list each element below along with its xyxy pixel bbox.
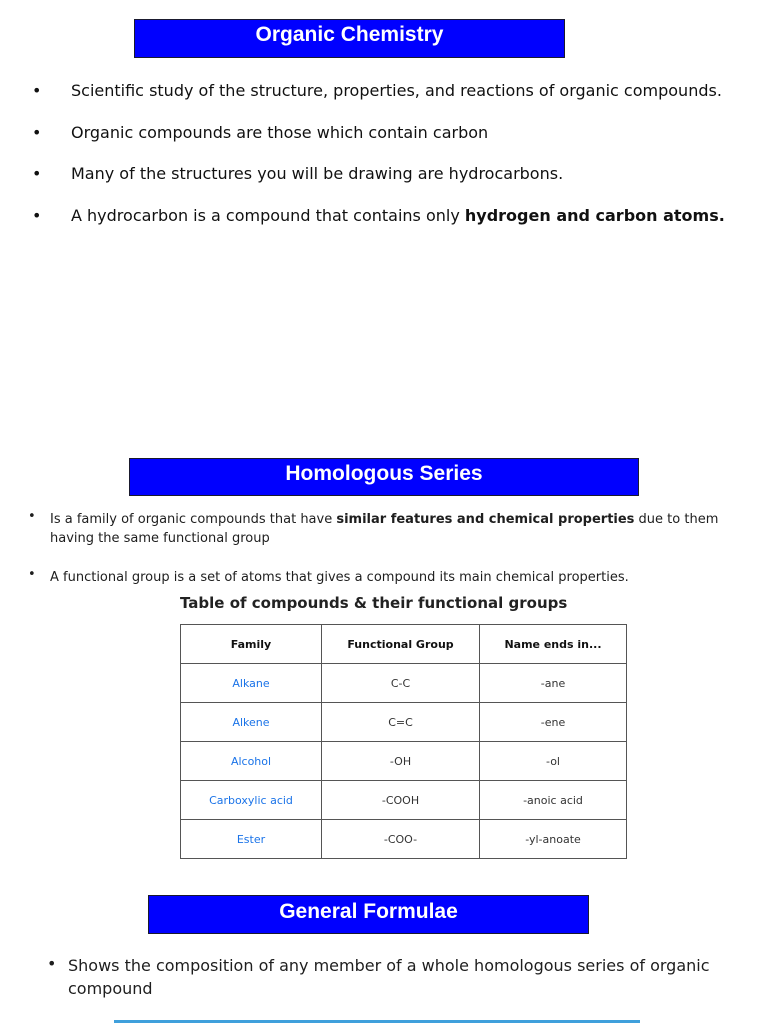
organic-bullet-1: Scientific study of the structure, properties, and reactions of organic compounds. (71, 81, 722, 100)
list-item (0, 206, 768, 248)
homologous-bullet-1-post: due to them having the same functional group (50, 512, 719, 546)
name-ending-cell: -ene (480, 703, 627, 742)
bullet-icon: • (32, 81, 42, 100)
functional-group-cell: -COO- (322, 820, 480, 859)
list-item (0, 954, 768, 1000)
homologous-series-banner (129, 458, 639, 496)
general-formulae-banner (148, 895, 589, 934)
bullet-icon: • (32, 122, 42, 142)
divider-rule (114, 1020, 640, 1023)
formulae-bullet-1: Shows the composition of any member of a whole homologous series of organic compound (68, 956, 710, 998)
bullet-icon: • (28, 509, 36, 524)
family-cell: Ester (181, 820, 322, 859)
table-row (181, 703, 627, 742)
list-item (0, 568, 768, 587)
name-ending-cell: -anoic acid (480, 781, 627, 820)
organic-chemistry-banner (134, 19, 565, 58)
organic-bullet-4 (71, 206, 725, 225)
organic-bullet-3: Many of the structures you will be drawing are hydrocarbons. (71, 164, 564, 183)
organic-chemistry-title: Organic Chemistry (255, 23, 444, 46)
compounds-table (180, 624, 627, 859)
table-row (181, 820, 627, 859)
column-header-family: Family (181, 625, 322, 664)
functional-group-cell: C-C (322, 664, 480, 703)
homologous-bullet-1 (50, 510, 758, 548)
list-item (0, 123, 768, 165)
bullet-icon: • (47, 954, 57, 973)
name-ending-cell: -yl-anoate (480, 820, 627, 859)
table-row (181, 664, 627, 703)
homologous-bullet-2: A functional group is a set of atoms that gives a compound its main chemical properties. (50, 570, 629, 585)
family-cell: Carboxylic acid (181, 781, 322, 820)
organic-bullet-list (0, 81, 768, 247)
column-header-name-ends: Name ends in... (480, 625, 627, 664)
formulae-bullet-list (0, 954, 768, 1000)
homologous-series-title: Homologous Series (285, 462, 483, 485)
bullet-icon: • (32, 164, 42, 183)
bullet-icon: • (32, 205, 42, 225)
functional-group-cell: C=C (322, 703, 480, 742)
family-cell: Alcohol (181, 742, 322, 781)
functional-group-cell: -COOH (322, 781, 480, 820)
table-row (181, 781, 627, 820)
organic-bullet-2: Organic compounds are those which contain carbon (71, 122, 489, 142)
general-formulae-title: General Formulae (279, 900, 458, 923)
name-ending-cell: -ane (480, 664, 627, 703)
homologous-bullet-list (0, 510, 768, 587)
table-header-row (181, 625, 627, 664)
family-cell: Alkane (181, 664, 322, 703)
bullet-icon: • (28, 567, 36, 582)
homologous-bullet-1-bold: similar features and chemical properties (336, 512, 635, 527)
list-item (0, 510, 768, 568)
table-row (181, 742, 627, 781)
list-item (0, 164, 768, 206)
organic-bullet-4-bold: hydrogen and carbon atoms. (464, 205, 725, 225)
list-item (0, 81, 768, 123)
family-cell: Alkene (181, 703, 322, 742)
homologous-bullet-1-pre: Is a family of organic compounds that have (50, 512, 337, 527)
table-title: Table of compounds & their functional groups (180, 594, 568, 612)
organic-bullet-4-text: A hydrocarbon is a compound that contains only (71, 205, 465, 225)
column-header-functional-group: Functional Group (322, 625, 480, 664)
functional-group-cell: -OH (322, 742, 480, 781)
name-ending-cell: -ol (480, 742, 627, 781)
